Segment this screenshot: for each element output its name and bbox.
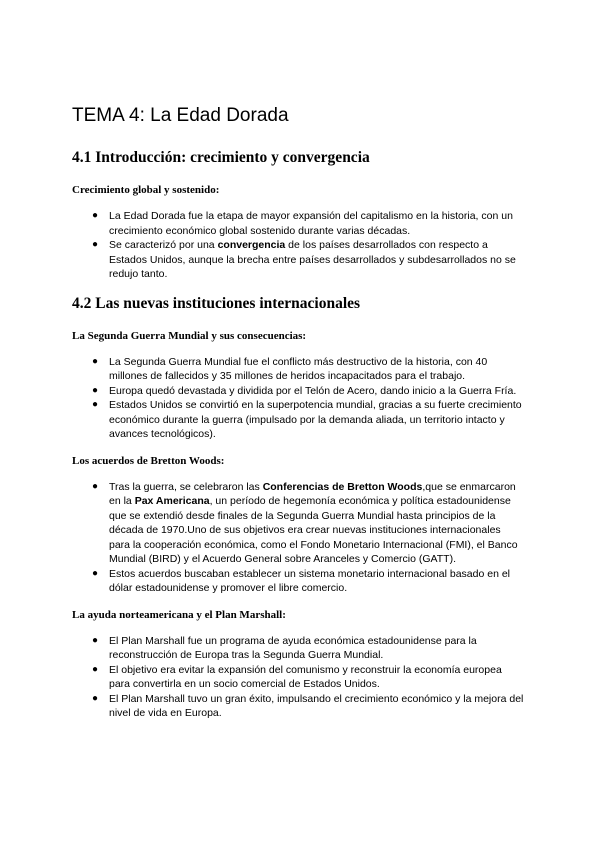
bullet-icon: ● bbox=[92, 480, 99, 492]
bullet-icon: ● bbox=[92, 634, 99, 646]
bullet-list-bretton-woods bbox=[72, 480, 524, 596]
section-heading-introduccion: 4.1 Introducción: crecimiento y convergencia bbox=[72, 149, 370, 166]
list-item-bold: convergencia bbox=[217, 239, 286, 251]
bullet-icon: ● bbox=[92, 567, 99, 579]
list-item-text: , un período de hegemonía económica y política estadounidense que se extendió desde finales de la Segunda Guerra Mundial hasta principios de la década de 1970.Uno de sus objetivos era crear nuevas instituciones internacionales para la cooperación económica, como el Fondo Monetario Internacional (FMI), el Banco Mundial (BIRD) y el Acuerdo General sobre Aranceles y Comercio (GATT). bbox=[109, 495, 518, 565]
bullet-icon: ● bbox=[92, 692, 99, 704]
page-title: TEMA 4: La Edad Dorada bbox=[72, 105, 289, 126]
list-item bbox=[72, 238, 524, 282]
list-item-text: ,que se enmarcaron en la bbox=[109, 480, 516, 507]
bullet-icon: ● bbox=[92, 663, 99, 675]
document-content bbox=[72, 104, 524, 733]
list-item-bold: Conferencias de Bretton Woods bbox=[262, 480, 423, 493]
bullet-list-crecimiento bbox=[72, 209, 524, 282]
subheading-crecimiento: Crecimiento global y sostenido: bbox=[72, 184, 220, 196]
list-item-text: Se caracterizó por una bbox=[109, 239, 218, 251]
list-item bbox=[72, 398, 524, 442]
list-item bbox=[72, 209, 524, 238]
list-item-text: La Edad Dorada fue la etapa de mayor expansión del capitalismo en la historia, con un crecimiento económico global sostenido durante varias décadas. bbox=[109, 210, 513, 237]
list-item-text: Estos acuerdos buscaban establecer un sistema monetario internacional basado en el dólar estadounidense y promover el libre comercio. bbox=[109, 567, 510, 594]
list-item bbox=[72, 355, 524, 384]
list-item-text: Tras la guerra, se celebraron las bbox=[109, 480, 263, 493]
list-item-text: El objetivo era evitar la expansión del comunismo y reconstruir la economía europea para convertirla en un socio comercial de Estados Unidos. bbox=[109, 663, 502, 690]
bullet-list-segunda-guerra bbox=[72, 355, 524, 442]
subheading-plan-marshall: La ayuda norteamericana y el Plan Marshall: bbox=[72, 608, 286, 621]
bullet-list-plan-marshall bbox=[72, 634, 524, 721]
list-item bbox=[72, 480, 524, 567]
bullet-icon: ● bbox=[92, 239, 99, 250]
list-item-text: Europa quedó devastada y dividida por el Telón de Acero, dando inicio a la Guerra Fría. bbox=[109, 384, 517, 397]
list-item bbox=[72, 663, 524, 692]
list-item bbox=[72, 384, 524, 399]
subheading-segunda-guerra: La Segunda Guerra Mundial y sus consecuencias: bbox=[72, 329, 307, 342]
subheading-bretton-woods: Los acuerdos de Bretton Woods: bbox=[72, 454, 225, 467]
list-item bbox=[72, 567, 524, 596]
section-heading-instituciones: 4.2 Las nuevas instituciones internacionales bbox=[72, 294, 361, 312]
list-item-text: El Plan Marshall fue un programa de ayuda económica estadounidense para la reconstrucción de Europa tras la Segunda Guerra Mundial. bbox=[109, 634, 477, 661]
list-item-text: El Plan Marshall tuvo un gran éxito, impulsando el crecimiento económico y la mejora del nivel de vida en Europa. bbox=[109, 692, 524, 719]
bullet-icon: ● bbox=[92, 355, 99, 367]
bullet-icon: ● bbox=[92, 384, 99, 396]
list-item-text: de los países desarrollados con respecto a Estados Unidos, aunque la brecha entre países desarrollados y subdesarrollados no se redujo tanto. bbox=[109, 239, 516, 280]
bullet-icon: ● bbox=[92, 210, 99, 221]
list-item bbox=[72, 634, 524, 663]
list-item-bold: Pax Americana bbox=[134, 495, 210, 507]
list-item-text: Estados Unidos se convirtió en la superpotencia mundial, gracias a su fuerte crecimiento económico durante la guerra (impulsado por la demanda aliada, un territorio intacto y avances tecnológicos). bbox=[109, 399, 522, 440]
list-item bbox=[72, 692, 524, 721]
list-item-text: La Segunda Guerra Mundial fue el conflicto más destructivo de la historia, con 40 millones de fallecidos y 35 millones de heridos incapacitados para el trabajo. bbox=[109, 355, 488, 382]
bullet-icon: ● bbox=[92, 399, 99, 410]
